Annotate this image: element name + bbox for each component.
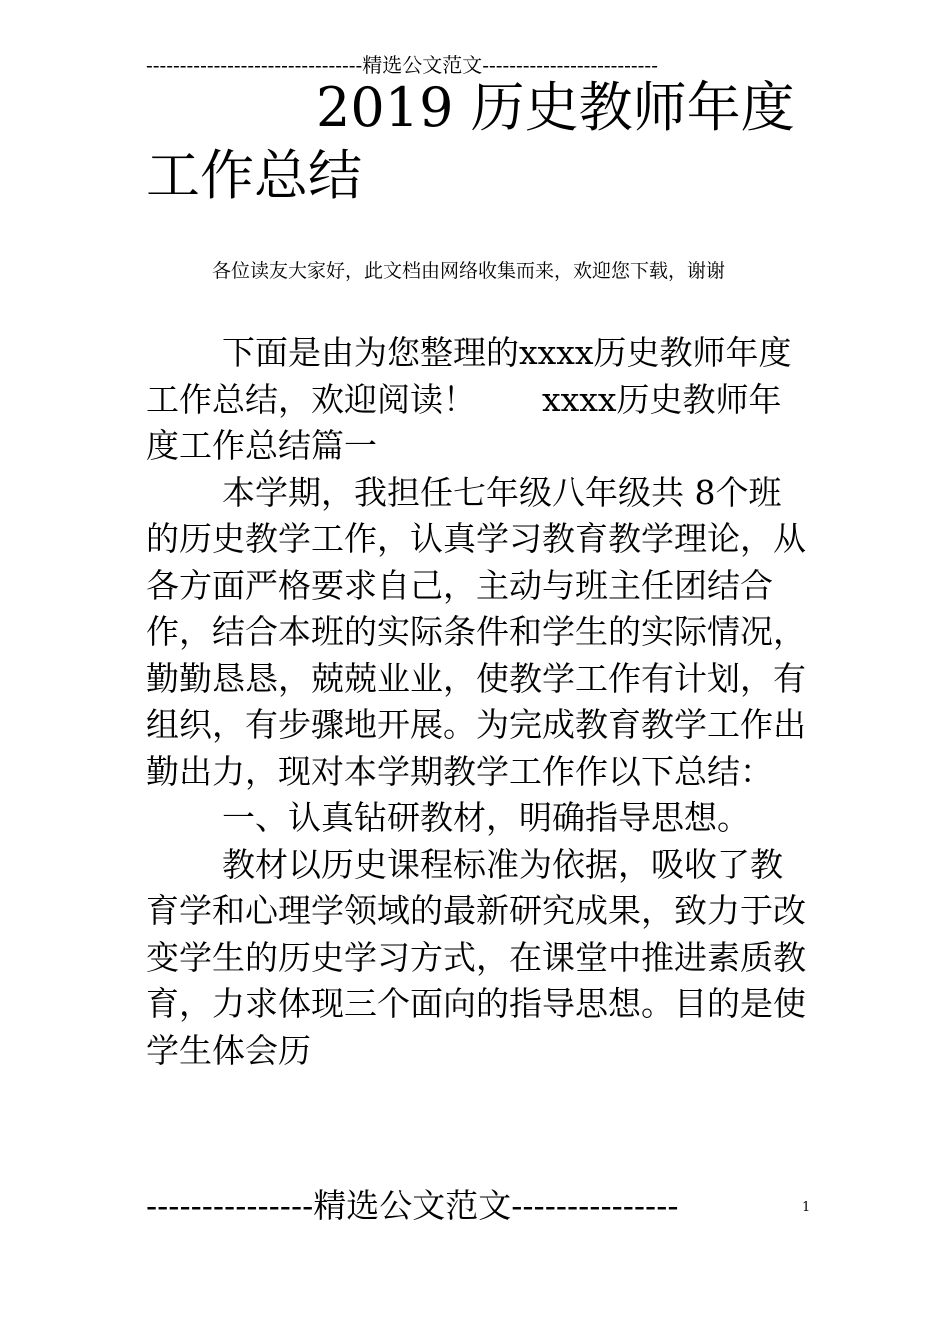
section-heading-1: 一、认真钻研教材，明确指导思想。 — [222, 798, 750, 837]
title-line-1: 2019 历史教师年度 — [316, 76, 795, 139]
document-title — [146, 74, 810, 210]
paragraph-overview: 本学期，我担任七年级八年级共 8个班的历史教学工作，认真学习教育教学理论，从各方面严格要求自己，主动与班主任团结合作，结合本班的实际条件和学生的实际情况，勤勤恳恳，兢兢业业，使教学工作有计划，有组织，有步骤地开展。为完成教育教学工作出勤出力，现对本学期教学工作作以下总结： — [146, 472, 806, 791]
page-footer: ---------------精选公文范文--------------- — [146, 1186, 679, 1225]
paragraph-intro: 下面是由为您整理的xxxx历史教师年度工作总结，欢迎阅读！ xxxx历史教师年度工作总结篇一 — [146, 333, 792, 465]
paragraph-textbook: 教材以历史课程标准为依据，吸收了教育学和心理学领域的最新研究成果，致力于改变学生的历史学习方式，在课堂中推进素质教育，力求体现三个面向的指导思想。目的是使学生体会历 — [146, 844, 806, 1070]
document-body — [146, 330, 810, 1074]
page-number: 1 — [802, 1200, 811, 1215]
greeting-line: 各位读友大家好，此文档由网络收集而来，欢迎您下载，谢谢 — [212, 260, 726, 282]
page-header: --------------------------------精选公文范文-------------------------- — [146, 53, 658, 77]
title-line-2: 工作总结 — [146, 144, 362, 207]
